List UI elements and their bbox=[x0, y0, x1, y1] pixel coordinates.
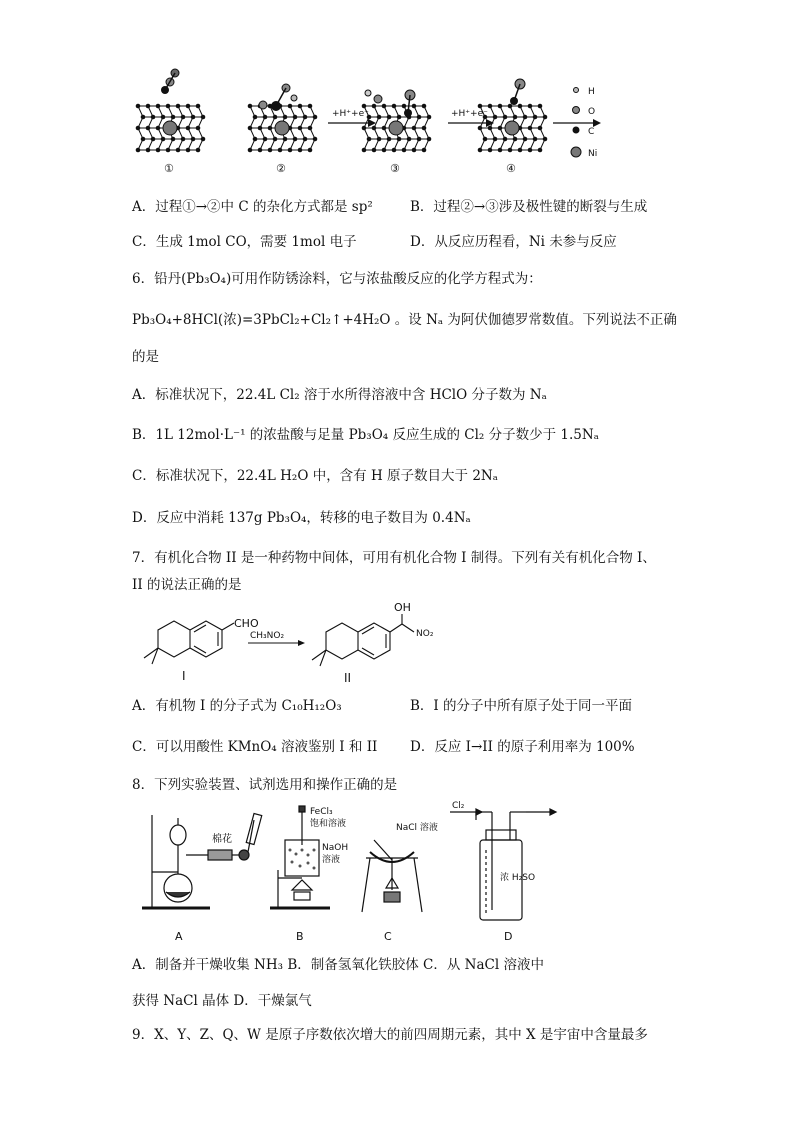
figure-d-text2: 浓 H₂SO bbox=[500, 873, 536, 883]
cho-group: CHO bbox=[234, 617, 259, 630]
apparatus-c bbox=[362, 840, 422, 912]
oh-group: OH bbox=[394, 601, 411, 614]
q7-stem-line2: II 的说法正确的是 bbox=[132, 577, 242, 593]
q7-option-d: D．反应 I→II 的原子利用率为 100% bbox=[410, 739, 635, 755]
catalyst-lattice-4 bbox=[478, 104, 548, 153]
figure-c-text: NaCl 溶液 bbox=[396, 823, 438, 833]
reagent-label: CH₃NO₂ bbox=[250, 631, 285, 641]
q5-option-c: C．生成 1mol CO，需要 1mol 电子 bbox=[132, 234, 357, 250]
catalyst-lattice-1 bbox=[136, 104, 206, 153]
figure-b-text1: FeCl₃ bbox=[310, 807, 333, 817]
q6-option-d: D．反应中消耗 137g Pb₃O₄，转移的电子数目为 0.4Nₐ bbox=[132, 510, 471, 526]
step-2-label: ② bbox=[276, 162, 286, 175]
adsorbate-4 bbox=[510, 79, 525, 105]
q5-option-a: A．过程①→②中 C 的杂化方式都是 sp² bbox=[132, 199, 373, 215]
legend-ni: Ni bbox=[588, 149, 598, 159]
apparatus-d bbox=[450, 809, 556, 920]
figure-c-label: C bbox=[384, 930, 392, 943]
molecule-2 bbox=[312, 614, 414, 666]
figure-b-text2: 饱和溶液 bbox=[310, 819, 347, 829]
no2-group: NO₂ bbox=[416, 629, 434, 639]
molecule-1 bbox=[144, 621, 234, 664]
legend-h: H bbox=[588, 87, 595, 97]
q8-stem: 8．下列实验装置、试剂选用和操作正确的是 bbox=[132, 777, 398, 793]
q7-option-b: B．I 的分子中所有原子处于同一平面 bbox=[410, 698, 633, 714]
adsorbate-1 bbox=[161, 69, 179, 94]
q5-option-b: B．过程②→③涉及极性键的断裂与生成 bbox=[410, 199, 648, 215]
q5-option-d: D．从反应历程看，Ni 未参与反应 bbox=[410, 234, 617, 250]
arrow1-label: +H⁺+e⁻ bbox=[332, 109, 369, 119]
q6-option-c: C．标准状况下，22.4L H₂O 中，含有 H 原子数目大于 2Nₐ bbox=[132, 468, 498, 484]
apparatus-a bbox=[142, 813, 262, 908]
q6-stem-line3: 的是 bbox=[132, 349, 159, 365]
ni-atom-1 bbox=[163, 121, 177, 135]
adsorbate-3 bbox=[365, 90, 415, 117]
q6-option-b: B．1L 12mol·L⁻¹ 的浓盐酸与足量 Pb₃O₄ 反应生成的 Cl₂ 分子数少于 1.5Nₐ bbox=[132, 427, 599, 443]
molecule-1-label: I bbox=[182, 669, 186, 683]
step-4-label: ④ bbox=[506, 162, 516, 175]
q6-stem-line2: Pb₃O₄+8HCl(浓)=3PbCl₂+Cl₂↑+4H₂O 。设 Nₐ 为阿伏伽德罗常数值。下列说法不正确 bbox=[132, 312, 677, 328]
catalysis-mechanism-figure bbox=[128, 68, 628, 178]
figure-b-text3: NaOH bbox=[322, 843, 349, 853]
figure-a-label: A bbox=[175, 930, 183, 943]
figure-b-label: B bbox=[296, 930, 304, 943]
q7-option-a: A．有机物 I 的分子式为 C₁₀H₁₂O₃ bbox=[132, 698, 342, 714]
ni-atom-4 bbox=[505, 121, 519, 135]
q7-option-c: C．可以用酸性 KMnO₄ 溶液鉴别 I 和 II bbox=[132, 739, 378, 755]
reaction-scheme bbox=[130, 600, 450, 690]
legend-o: O bbox=[588, 107, 596, 117]
ni-atom-3 bbox=[389, 121, 403, 135]
figure-b-text4: 溶液 bbox=[322, 855, 341, 865]
figure-a-text: 棉花 bbox=[212, 834, 232, 845]
ni-atom-2 bbox=[275, 121, 289, 135]
apparatus-figure bbox=[130, 800, 570, 945]
q9-stem: 9．X、Y、Z、Q、W 是原子序数依次增大的前四周期元素，其中 X 是宇宙中含量最多 bbox=[132, 1027, 648, 1043]
step-1-label: ① bbox=[164, 162, 174, 175]
q8-options-line1: A．制备并干燥收集 NH₃ B．制备氢氧化铁胶体 C．从 NaCl 溶液中 bbox=[132, 957, 544, 973]
catalyst-lattice-3 bbox=[362, 104, 432, 153]
figure-d-text1: Cl₂ bbox=[452, 801, 465, 811]
catalyst-lattice-2 bbox=[248, 104, 318, 153]
q8-options-line2: 获得 NaCl 晶体 D．干燥氯气 bbox=[132, 993, 312, 1009]
arrow2-label: +H⁺+e⁻ bbox=[451, 109, 488, 119]
q7-stem-line1: 7．有机化合物 II 是一种药物中间体，可用有机化合物 I 制得。下列有关有机化合物 I、 bbox=[132, 550, 656, 566]
molecule-2-label: II bbox=[344, 671, 352, 685]
step-3-label: ③ bbox=[390, 162, 400, 175]
q6-stem-line1: 6．铅丹(Pb₃O₄)可用作防锈涂料，它与浓盐酸反应的化学方程式为： bbox=[132, 271, 542, 287]
legend-c: C bbox=[588, 127, 595, 137]
q6-option-a: A．标准状况下，22.4L Cl₂ 溶于水所得溶液中含 HClO 分子数为 Nₐ bbox=[132, 387, 547, 403]
figure-d-label: D bbox=[504, 930, 513, 943]
